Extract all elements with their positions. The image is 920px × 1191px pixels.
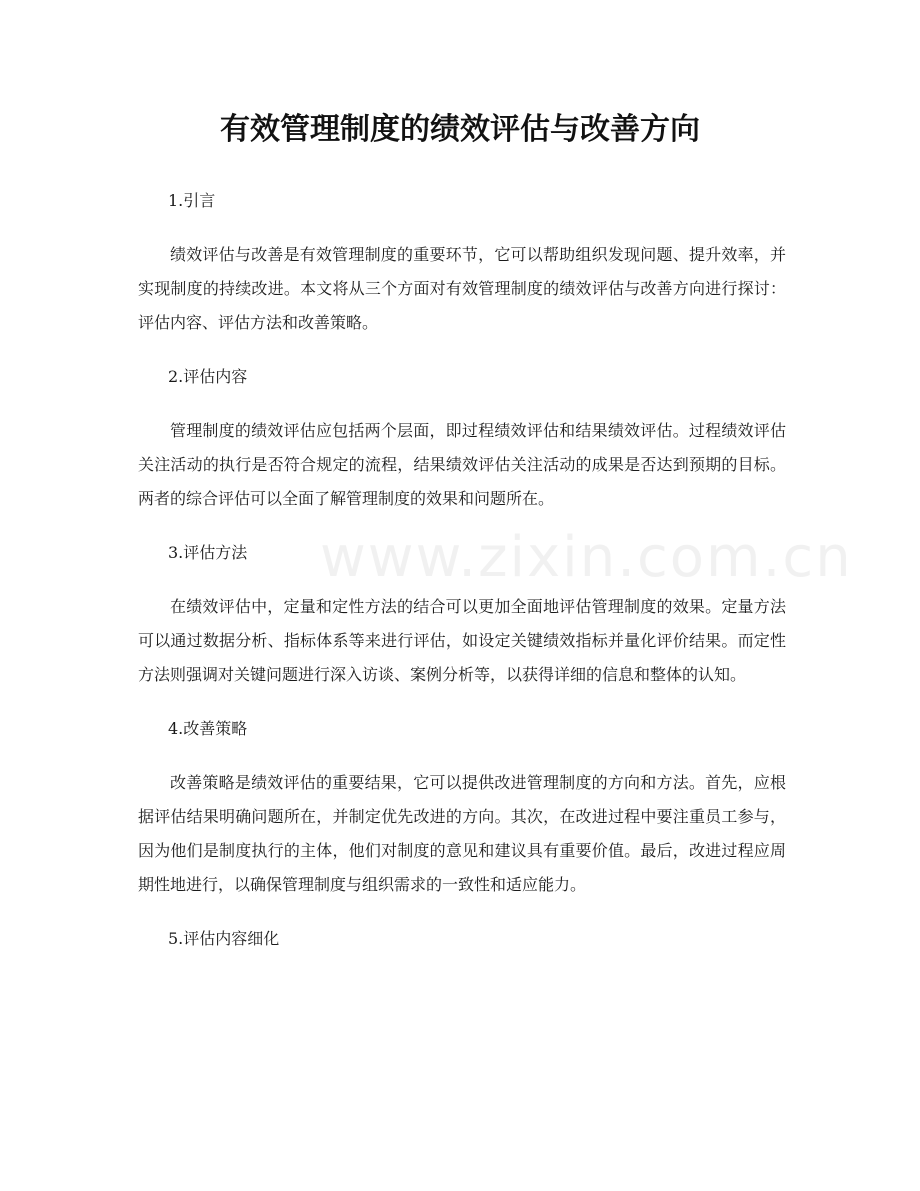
document-title: 有效管理制度的绩效评估与改善方向: [220, 112, 700, 147]
section-heading-2: 2.评估内容: [168, 367, 248, 386]
section-paragraph-3: 在绩效评估中，定量和定性方法的结合可以更加全面地评估管理制度的效果。定量方法可以通过数据分析、指标体系等来进行评估，如设定关键绩效指标并量化评价结果。而定性方法则强调对关键问题进行深入访谈、案例分析等，以获得详细的信息和整体的认知。: [138, 597, 786, 684]
section-paragraph-4: 改善策略是绩效评估的重要结果，它可以提供改进管理制度的方向和方法。首先，应根据评估结果明确问题所在，并制定优先改进的方向。其次，在改进过程中要注重员工参与，因为他们是制度执行的主体，他们对制度的意见和建议具有重要价值。最后，改进过程应周期性地进行，以确保管理制度与组织需求的一致性和适应能力。: [138, 773, 786, 894]
watermark-text: www.zixin.com.cn: [320, 525, 853, 590]
section-heading-1: 1.引言: [168, 191, 216, 210]
section-heading-3: 3.评估方法: [168, 543, 248, 562]
document-body: [138, 186, 786, 954]
section-heading-5: 5.评估内容细化: [168, 929, 280, 948]
section-paragraph-1: 绩效评估与改善是有效管理制度的重要环节，它可以帮助组织发现问题、提升效率，并实现制度的持续改进。本文将从三个方面对有效管理制度的绩效评估与改善方向进行探讨：评估内容、评估方法和改善策略。: [138, 245, 786, 332]
section-heading-4: 4.改善策略: [168, 719, 248, 738]
section-paragraph-2: 管理制度的绩效评估应包括两个层面，即过程绩效评估和结果绩效评估。过程绩效评估关注活动的执行是否符合规定的流程，结果绩效评估关注活动的成果是否达到预期的目标。两者的综合评估可以全面了解管理制度的效果和问题所在。: [138, 421, 786, 508]
